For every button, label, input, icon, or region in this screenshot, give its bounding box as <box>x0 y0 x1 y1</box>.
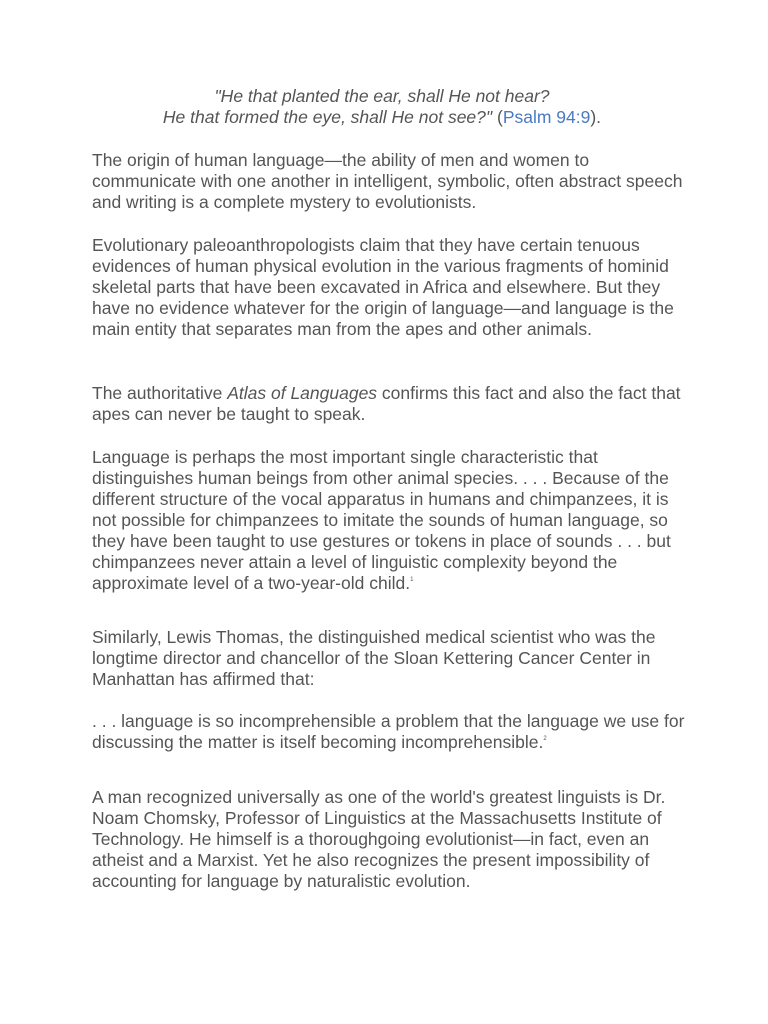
epigraph-line-2 <box>92 107 672 128</box>
paragraph-lewis-thomas: Similarly, Lewis Thomas, the distinguished medical scientist who was the longtime director and chancellor of the Sloan Kettering Cancer Center in Manhattan has affirmed that: <box>92 627 656 689</box>
psalm-reference-link[interactable]: Psalm 94:9 <box>502 107 591 127</box>
block-quote-atlas <box>92 447 692 594</box>
epigraph <box>92 86 672 128</box>
paragraph-noam-chomsky: A man recognized universally as one of the world's greatest linguists is Dr. Noam Chomsky, Professor of Linguistics at the Massachusetts Institute of Technology. He himself is a thoroughgoing evolutionist—in fact, even an atheist and a Marxist. Yet he also recognizes the present impossibility of accounting for language by naturalistic evolution. <box>92 787 666 891</box>
epigraph-line-2-text: He that formed the eye, shall He not see?" <box>162 107 493 127</box>
atlas-book-title: Atlas of Languages <box>227 383 378 403</box>
atlas-text-after: confirms this fact and also the fact that apes can never be taught to speak. <box>92 383 681 424</box>
footnote-2: 2 <box>543 736 547 742</box>
block-quote-lewis-thomas <box>92 711 692 753</box>
citation-open: ( <box>492 107 503 127</box>
footnote-1: 1 <box>410 577 414 583</box>
citation-close: ). <box>590 107 602 127</box>
paragraph-paleoanthropologists: Evolutionary paleoanthropologists claim that they have certain tenuous evidences of human physical evolution in the various fragments of hominid skeletal parts that have been excavated in Africa and elsewhere. But they have no evidence whatever for the origin of language—and language is the main entity that separates man from the apes and other animals. <box>92 235 674 339</box>
paragraph-origin-of-language: The origin of human language—the ability of men and women to communicate with one another in intelligent, symbolic, often abstract speech and writing is a complete mystery to evolutionists. <box>92 150 683 212</box>
quote-thomas-text: . . . language is so incomprehensible a problem that the language we use for discussing the matter is itself becoming incomprehensible. <box>92 711 685 752</box>
epigraph-line-1: "He that planted the ear, shall He not hear? <box>214 86 550 106</box>
atlas-text-before: The authoritative <box>92 383 228 403</box>
quote-atlas-text: Language is perhaps the most important single characteristic that distinguishes human beings from other animal species. . . . Because of the different structure of the vocal apparatus in humans and chimpanzees, it is not possible for chimpanzees to imitate the sounds of human language, so they have been taught to use gestures or tokens in place of sounds . . . but chimpanzees never attain a level of linguistic complexity beyond the approximate level of a two-year-old child. <box>92 447 671 593</box>
paragraph-atlas-of-languages <box>92 383 692 425</box>
